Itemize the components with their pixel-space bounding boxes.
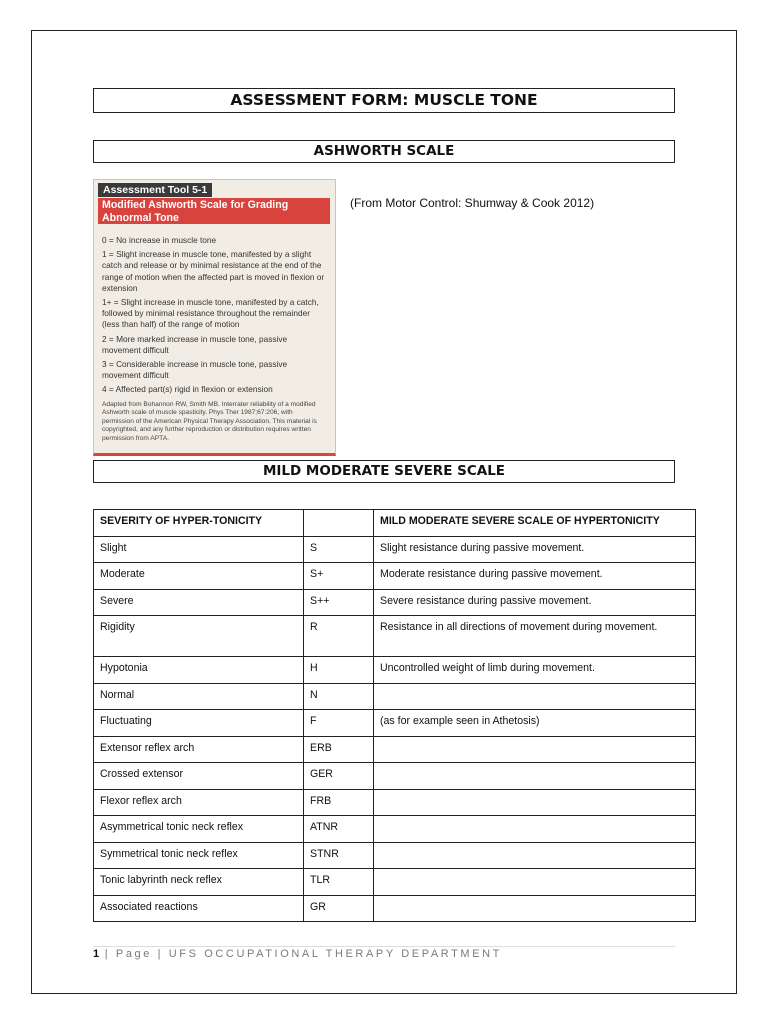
card-body [102,235,326,447]
severity-cell: Extensor reflex arch [94,736,304,763]
code-cell: R [304,616,374,657]
severity-cell: Symmetrical tonic neck reflex [94,842,304,869]
severity-cell: Rigidity [94,616,304,657]
table-row [94,763,696,790]
severity-cell: Severe [94,589,304,616]
description-cell [374,895,696,922]
scale-item: 0 = No increase in muscle tone [102,235,217,245]
scale-item: 2 = More marked increase in muscle tone, passive movement difficult [102,333,288,355]
scale-item: 4 = Affected part(s) rigid in flexion or extension [102,384,273,395]
code-cell: S [304,536,374,563]
table-row [94,869,696,896]
description-cell: Uncontrolled weight of limb during movement. [374,657,696,684]
footer-divider [93,946,675,947]
table-row [94,789,696,816]
code-cell: F [304,710,374,737]
scale-item: 3 = Considerable increase in muscle tone, passive movement difficult [102,359,288,381]
code-cell: S+ [304,563,374,590]
table-row [94,736,696,763]
table-row [94,657,696,684]
table-row [94,536,696,563]
code-cell: GER [304,763,374,790]
code-cell: GR [304,895,374,922]
table-row [94,616,696,657]
card-tag: Assessment Tool 5-1 [98,183,212,197]
table-row [94,842,696,869]
description-cell: Slight resistance during passive movement. [374,536,696,563]
severity-cell: Normal [94,683,304,710]
code-cell: TLR [304,869,374,896]
severity-cell: Tonic labyrinth neck reflex [94,869,304,896]
code-cell: S++ [304,589,374,616]
table-row [94,563,696,590]
table-row [94,895,696,922]
footer-text: | Page | UFS OCCUPATIONAL THERAPY DEPARTMENT [104,948,502,960]
severity-cell: Fluctuating [94,710,304,737]
severity-cell: Slight [94,536,304,563]
code-cell: STNR [304,842,374,869]
severity-cell: Flexor reflex arch [94,789,304,816]
page-footer [93,948,502,960]
scale-item: 1 = Slight increase in muscle tone, manifested by a slight catch and release or by minimal resistance at the end of the range of motion when the affected part is moved in flexion or extension [102,249,325,293]
description-cell [374,869,696,896]
description-cell: Severe resistance during passive movement. [374,589,696,616]
mms-section-title: MILD MODERATE SEVERE SCALE [93,460,675,483]
severity-cell: Moderate [94,563,304,590]
code-cell: N [304,683,374,710]
severity-cell: Asymmetrical tonic neck reflex [94,816,304,843]
description-cell: (as for example seen in Athetosis) [374,710,696,737]
description-cell [374,789,696,816]
page-number: 1 [93,948,100,960]
table-row [94,816,696,843]
ashworth-scale-image [93,179,336,456]
description-cell [374,736,696,763]
source-note: (From Motor Control: Shumway & Cook 2012) [350,196,595,210]
description-cell [374,763,696,790]
header-cell: MILD MODERATE SEVERE SCALE OF HYPERTONICITY [374,510,696,537]
hypertonicity-table [93,509,696,922]
ashworth-section-title: ASHWORTH SCALE [93,140,675,163]
card-heading: Modified Ashworth Scale for Grading Abnormal Tone [98,198,330,224]
table-row [94,589,696,616]
scale-item: 1+ = Slight increase in muscle tone, manifested by a catch, followed by minimal resistance throughout the remainder (less than half) of the range of motion [102,297,319,330]
severity-cell: Hypotonia [94,657,304,684]
table-row [94,683,696,710]
header-cell: SEVERITY OF HYPER-TONICITY [94,510,304,537]
page-title: ASSESSMENT FORM: MUSCLE TONE [93,88,675,113]
card-citation: Adapted from Bohannon RW, Smith MB. Interrater reliability of a modified Ashworth scale of muscle spasticity. Phys Ther 1987;67:206, with permission of the American Physical Therapy Association. This material is copyrighted, and any further reproduction or distribution requires written permission from APTA. [102,400,317,443]
severity-cell: Crossed extensor [94,763,304,790]
code-cell: FRB [304,789,374,816]
severity-cell: Associated reactions [94,895,304,922]
header-cell [304,510,374,537]
description-cell [374,842,696,869]
description-cell [374,816,696,843]
code-cell: H [304,657,374,684]
description-cell: Moderate resistance during passive movement. [374,563,696,590]
code-cell: ATNR [304,816,374,843]
code-cell: ERB [304,736,374,763]
table-header-row [94,510,696,537]
description-cell [374,683,696,710]
table-row [94,710,696,737]
description-cell: Resistance in all directions of movement during movement. [374,616,696,657]
